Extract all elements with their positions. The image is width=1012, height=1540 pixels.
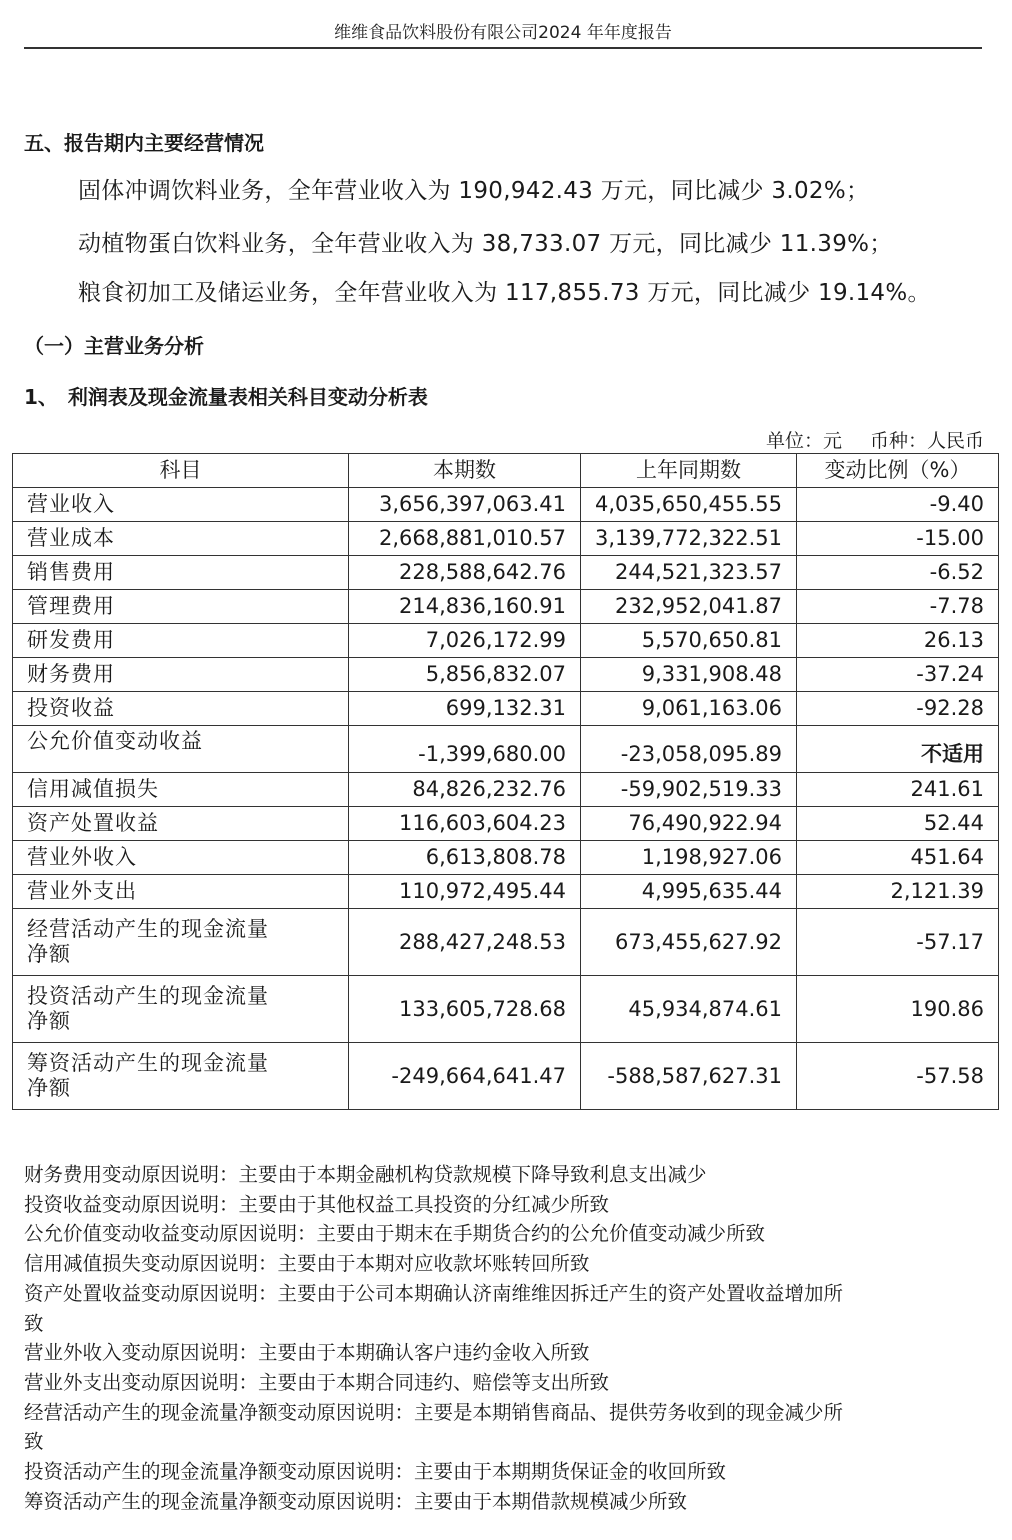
note-line: 资产处置收益变动原因说明：主要由于公司本期确认济南维维因拆迁产生的资产处置收益增加所 bbox=[24, 1281, 844, 1305]
row-change: 26.13 bbox=[797, 624, 999, 658]
row-previous: -59,902,519.33 bbox=[581, 773, 797, 807]
row-name: 公允价值变动收益 bbox=[13, 726, 349, 773]
row-name: 营业外收入 bbox=[13, 841, 349, 875]
row-name: 营业外支出 bbox=[13, 875, 349, 909]
row-change: -57.58 bbox=[797, 1043, 999, 1110]
row-current: -1,399,680.00 bbox=[349, 726, 581, 773]
row-change: -92.28 bbox=[797, 692, 999, 726]
column-header-item: 科目 bbox=[13, 454, 349, 488]
row-name: 财务费用 bbox=[13, 658, 349, 692]
row-current: 5,856,832.07 bbox=[349, 658, 581, 692]
paragraph-3: 粮食初加工及储运业务，全年营业收入为 117,855.73 万元，同比减少 19.14%。 bbox=[78, 280, 931, 306]
table-row bbox=[13, 773, 999, 807]
row-name: 信用减值损失 bbox=[13, 773, 349, 807]
table-row bbox=[13, 658, 999, 692]
row-change: 190.86 bbox=[797, 976, 999, 1043]
column-header-previous: 上年同期数 bbox=[581, 454, 797, 488]
row-current: 6,613,808.78 bbox=[349, 841, 581, 875]
column-header-change: 变动比例（%） bbox=[797, 454, 999, 488]
table-row bbox=[13, 1043, 999, 1110]
row-name: 营业收入 bbox=[13, 488, 349, 522]
row-change: -6.52 bbox=[797, 556, 999, 590]
row-previous: 232,952,041.87 bbox=[581, 590, 797, 624]
row-name: 研发费用 bbox=[13, 624, 349, 658]
row-previous: 3,139,772,322.51 bbox=[581, 522, 797, 556]
table-row bbox=[13, 875, 999, 909]
row-previous: 673,455,627.92 bbox=[581, 909, 797, 976]
row-previous: 9,331,908.48 bbox=[581, 658, 797, 692]
row-name-line2: 净额 bbox=[27, 942, 71, 966]
row-name-line1: 经营活动产生的现金流量 bbox=[27, 917, 269, 941]
row-previous: 76,490,922.94 bbox=[581, 807, 797, 841]
row-name: 销售费用 bbox=[13, 556, 349, 590]
note-line: 公允价值变动收益变动原因说明：主要由于期末在手期货合约的公允价值变动减少所致 bbox=[24, 1222, 766, 1246]
row-name: 营业成本 bbox=[13, 522, 349, 556]
section-title: 五、报告期内主要经营情况 bbox=[24, 131, 264, 155]
note-line: 投资收益变动原因说明：主要由于其他权益工具投资的分红减少所致 bbox=[24, 1192, 610, 1216]
row-name-line2: 净额 bbox=[27, 1076, 71, 1100]
row-current: 116,603,604.23 bbox=[349, 807, 581, 841]
table-row bbox=[13, 590, 999, 624]
row-name-line1: 筹资活动产生的现金流量 bbox=[27, 1051, 269, 1075]
row-change: 451.64 bbox=[797, 841, 999, 875]
row-previous: 1,198,927.06 bbox=[581, 841, 797, 875]
paragraph-2: 动植物蛋白饮料业务，全年营业收入为 38,733.07 万元，同比减少 11.39%； bbox=[78, 231, 893, 257]
row-previous: 9,061,163.06 bbox=[581, 692, 797, 726]
subsection-title: （一）主营业务分析 bbox=[24, 334, 204, 358]
note-line: 经营活动产生的现金流量净额变动原因说明：主要是本期销售商品、提供劳务收到的现金减少所 bbox=[24, 1400, 844, 1424]
note-line: 营业外收入变动原因说明：主要由于本期确认客户违约金收入所致 bbox=[24, 1341, 590, 1365]
currency-label: 币种：人民币 bbox=[869, 430, 984, 452]
row-name-line2: 净额 bbox=[27, 1009, 71, 1033]
table-row bbox=[13, 692, 999, 726]
row-previous: 244,521,323.57 bbox=[581, 556, 797, 590]
row-previous: 4,035,650,455.55 bbox=[581, 488, 797, 522]
table-row bbox=[13, 556, 999, 590]
table-row bbox=[13, 726, 999, 773]
row-current: 7,026,172.99 bbox=[349, 624, 581, 658]
row-name bbox=[13, 1043, 349, 1110]
note-line: 投资活动产生的现金流量净额变动原因说明：主要由于本期期货保证金的收回所致 bbox=[24, 1460, 727, 1484]
row-change: -37.24 bbox=[797, 658, 999, 692]
change-explanations bbox=[24, 1160, 986, 1516]
header-divider bbox=[24, 47, 982, 49]
note-line: 财务费用变动原因说明：主要由于本期金融机构贷款规模下降导致利息支出减少 bbox=[24, 1163, 707, 1186]
note-line: 筹资活动产生的现金流量净额变动原因说明：主要由于本期借款规模减少所致 bbox=[24, 1489, 688, 1513]
row-change: -57.17 bbox=[797, 909, 999, 976]
paragraph-1: 固体冲调饮料业务，全年营业收入为 190,942.43 万元，同比减少 3.02%； bbox=[78, 178, 870, 204]
row-current: 133,605,728.68 bbox=[349, 976, 581, 1043]
table-row bbox=[13, 976, 999, 1043]
table-row bbox=[13, 841, 999, 875]
note-line: 营业外支出变动原因说明：主要由于本期合同违约、赔偿等支出所致 bbox=[24, 1370, 610, 1394]
row-name: 管理费用 bbox=[13, 590, 349, 624]
row-change: -9.40 bbox=[797, 488, 999, 522]
row-change: -15.00 bbox=[797, 522, 999, 556]
row-previous: -588,587,627.31 bbox=[581, 1043, 797, 1110]
row-previous: 5,570,650.81 bbox=[581, 624, 797, 658]
table-row bbox=[13, 909, 999, 976]
unit-line bbox=[766, 426, 984, 453]
report-header: 维维食品饮料股份有限公司2024 年年度报告 bbox=[334, 23, 672, 43]
note-line: 信用减值损失变动原因说明：主要由于本期对应收款坏账转回所致 bbox=[24, 1252, 590, 1276]
row-current: 228,588,642.76 bbox=[349, 556, 581, 590]
row-previous: -23,058,095.89 bbox=[581, 726, 797, 773]
column-header-current: 本期数 bbox=[349, 454, 581, 488]
row-current: 214,836,160.91 bbox=[349, 590, 581, 624]
row-change: -7.78 bbox=[797, 590, 999, 624]
table-row bbox=[13, 488, 999, 522]
row-name bbox=[13, 976, 349, 1043]
table-row bbox=[13, 624, 999, 658]
table-header-row bbox=[13, 454, 999, 488]
row-change: 52.44 bbox=[797, 807, 999, 841]
row-name: 投资收益 bbox=[13, 692, 349, 726]
note-line: 致 bbox=[24, 1311, 44, 1335]
row-change: 不适用 bbox=[797, 726, 999, 773]
row-name: 资产处置收益 bbox=[13, 807, 349, 841]
row-current: 699,132.31 bbox=[349, 692, 581, 726]
row-current: 3,656,397,063.41 bbox=[349, 488, 581, 522]
subsubsection-title: 1、 利润表及现金流量表相关科目变动分析表 bbox=[24, 385, 428, 409]
row-current: 2,668,881,010.57 bbox=[349, 522, 581, 556]
row-previous: 45,934,874.61 bbox=[581, 976, 797, 1043]
row-name bbox=[13, 909, 349, 976]
row-change: 2,121.39 bbox=[797, 875, 999, 909]
row-current: 84,826,232.76 bbox=[349, 773, 581, 807]
table-row bbox=[13, 522, 999, 556]
financial-change-table bbox=[12, 453, 999, 1110]
row-change: 241.61 bbox=[797, 773, 999, 807]
row-previous: 4,995,635.44 bbox=[581, 875, 797, 909]
unit-label: 单位：元 bbox=[765, 430, 842, 452]
row-current: 288,427,248.53 bbox=[349, 909, 581, 976]
note-line: 致 bbox=[24, 1430, 44, 1454]
row-name-line1: 投资活动产生的现金流量 bbox=[27, 984, 269, 1008]
table-row bbox=[13, 807, 999, 841]
row-current: 110,972,495.44 bbox=[349, 875, 581, 909]
row-current: -249,664,641.47 bbox=[349, 1043, 581, 1110]
